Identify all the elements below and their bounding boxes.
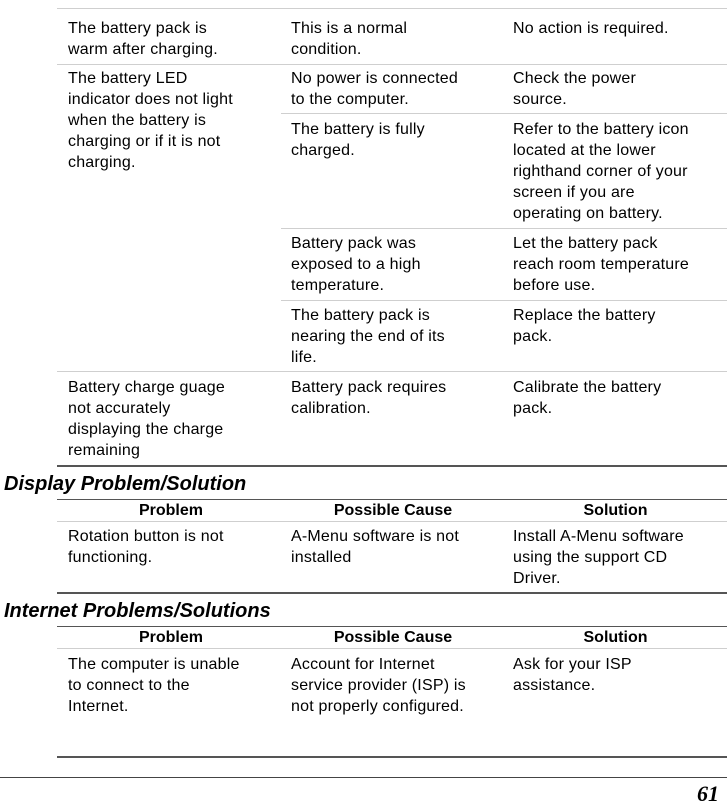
header-possible-cause: Possible Cause — [333, 629, 453, 646]
battery-solution-3: Refer to the battery icon located at the lower righthand corner of your screen if you are operating on battery. — [513, 121, 689, 222]
header-divider — [57, 648, 727, 649]
header-divider — [57, 521, 727, 522]
battery-problem-2: The battery LED indicator does not light when the battery is charging or if it is not charging. — [68, 70, 233, 171]
table-bottom-rule — [57, 465, 727, 467]
table-row-divider — [57, 371, 727, 372]
table-row-divider — [281, 113, 727, 114]
battery-solution-2: Check the power source. — [513, 70, 637, 108]
page-number: 61 — [697, 781, 719, 806]
header-problem: Problem — [138, 629, 203, 646]
battery-cause-6: Battery pack requires calibration. — [291, 379, 447, 417]
table-row-divider — [57, 8, 727, 9]
footer-rule — [0, 777, 727, 778]
battery-cause-2: No power is connected to the computer. — [291, 70, 458, 108]
table-top-rule — [57, 626, 727, 627]
table-row-divider — [281, 300, 727, 301]
table-row-divider — [57, 64, 727, 65]
section-title-internet: Internet Problems/Solutions — [4, 600, 271, 622]
table-top-rule — [57, 499, 727, 500]
display-cause-1: A-Menu software is not installed — [291, 528, 460, 566]
section-title-display: Display Problem/Solution — [4, 473, 247, 495]
battery-solution-6: Calibrate the battery pack. — [513, 379, 662, 417]
battery-problem-1: The battery pack is warm after charging. — [68, 20, 218, 58]
display-problem-1: Rotation button is not functioning. — [68, 528, 224, 566]
battery-cause-3: The battery is fully charged. — [291, 121, 425, 159]
header-problem: Problem — [138, 502, 203, 519]
header-solution: Solution — [583, 502, 648, 519]
internet-cause-1: Account for Internet service provider (ISP) is not properly configured. — [291, 656, 466, 715]
battery-cause-4: Battery pack was exposed to a high temperature. — [291, 235, 421, 294]
display-solution-1: Install A-Menu software using the support CD Driver. — [513, 528, 684, 587]
battery-cause-5: The battery pack is nearing the end of its life. — [291, 307, 445, 366]
table-bottom-rule — [57, 592, 727, 594]
battery-solution-5: Replace the battery pack. — [513, 307, 656, 345]
internet-problem-1: The computer is unable to connect to the Internet. — [68, 656, 240, 715]
battery-cause-1: This is a normal condition. — [291, 20, 408, 58]
header-possible-cause: Possible Cause — [333, 502, 453, 519]
header-solution: Solution — [583, 629, 648, 646]
internet-solution-1: Ask for your ISP assistance. — [513, 656, 632, 694]
battery-solution-4: Let the battery pack reach room temperature before use. — [513, 235, 690, 294]
battery-problem-6: Battery charge guage not accurately displaying the charge remaining — [68, 379, 225, 459]
table-row-divider — [281, 228, 727, 229]
battery-solution-1: No action is required. — [513, 20, 669, 37]
table-bottom-rule — [57, 756, 727, 758]
